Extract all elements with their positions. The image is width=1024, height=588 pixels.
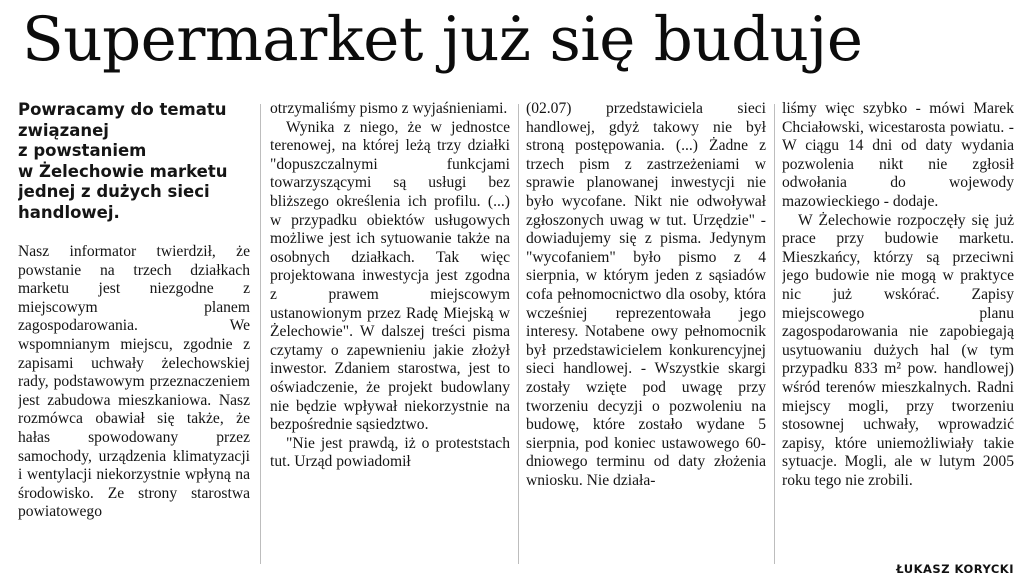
lead-paragraph <box>18 100 250 223</box>
column-divider <box>260 104 261 564</box>
article-column-1 <box>18 100 250 580</box>
lead-line: związanej <box>18 120 109 140</box>
lead-line: jednej z dużych sieci <box>18 182 210 201</box>
body-paragraph: Wynika z niego, że w jednostce terenowej, na której leżą trzy działki "dopuszczalnymi funkcjami towarzyszącymi są usługi bez bliższego określenia ich profilu. (...) w przypadku obiektów usługowych możliwe jest ich sytuowanie także na osobnych działkach. Tak więc projektowana inwestycja jest zgodna z prawem miejscowym ustanowionym przez Radę Miejską w Żelechowie". W dalszej treści pisma czytamy o zapewnieniu jakie złożył inwestor. Zdaniem starostwa, jest to oświadczenie, że projekt budowlany nie będzie wpływał niekorzystnie na bezpośrednie sąsiedztwo. <box>270 118 510 434</box>
lead-line: handlowej. <box>18 202 120 222</box>
body-paragraph: Nasz informator twierdził, że powstanie na trzech działkach marketu jest niezgodne z miejscowym planem zagospodarowania. We wspomnianym miejscu, zgodnie z zapisami uchwały żelechowskiej rady, podstawowym przeznaczeniem jest zabudowa mieszkaniowa. Nasz rozmówca obawiał się także, że hałas spowodowany przez samochody, urządzenia klimatyzacji i wentylacji niekorzystnie wpłyną na środowisko. Ze strony starostwa powiatowego <box>18 243 250 521</box>
article-column-2 <box>270 100 510 580</box>
lead-line: Powracamy do tematu <box>18 100 227 119</box>
lead-line: w Żelechowie marketu <box>18 161 228 181</box>
column-divider <box>774 104 775 564</box>
lead-line: z powstaniem <box>18 141 147 160</box>
column-divider <box>518 104 519 564</box>
headline: Supermarket już się buduje <box>22 4 863 75</box>
body-paragraph: otrzymaliśmy pismo z wyjaśnieniami. <box>270 100 508 117</box>
author-byline: ŁUKASZ KORYCKI <box>896 562 1014 576</box>
body-paragraph: "Nie jest prawdą, iż o proteststach tut. Urząd powiadomił <box>270 434 510 471</box>
article-column-4 <box>782 100 1014 540</box>
body-paragraph: liśmy więc szybko - mówi Marek Chciałowski, wicestarosta powiatu. - W ciągu 14 dni od daty wydania pozwolenia nikt nie zgłosił odwołania do wojewody mazowieckiego - dodaje. <box>782 100 1014 210</box>
article-column-3 <box>526 100 766 580</box>
body-paragraph: W Żelechowie rozpoczęły się już prace przy budowie marketu. Mieszkańcy, którzy są przeciwni jego budowie nie mogą w praktyce nic już wskórać. Zapisy miejscowego planu zagospodarowania nie zapobiegają usytuowaniu dużych hal (w tym przypadku 833 m² pow. handlowej) wśród terenów mieszkalnych. Radni miejscy mogli, przy tworzeniu stosownej uchwały, wprowadzić zapisy, które uniemożliwiały takie sytuacje. Mogli, ale w lutym 2005 roku tego nie zrobili. <box>782 211 1014 489</box>
body-paragraph: (02.07) przedstawiciela sieci handlowej, gdyż takowy nie był stroną postępowania. (...) Żadne z trzech pism z zastrzeżeniami w sprawie planowanej inwestycji nie było wycofane. Nikt nie odwoływał zgłoszonych uwag w tut. Urzędzie" - dowiadujemy się z pisma. Jedynym "wycofaniem" było pismo z 4 sierpnia, w którym jeden z sąsiadów cofa pełnomocnictwo dla osoby, która wcześniej reprezentowała jego interesy. Notabene owy pełnomocnik był przedstawicielem konkurencyjnej sieci handlowej. - Wszystkie skargi zostały wzięte pod uwagę przy tworzeniu decyzji o pozwoleniu na budowę, które zostało wydane 5 sierpnia, pod koniec ustawowego 60-dniowego terminu od daty złożenia wniosku. Nie działa- <box>526 100 766 489</box>
